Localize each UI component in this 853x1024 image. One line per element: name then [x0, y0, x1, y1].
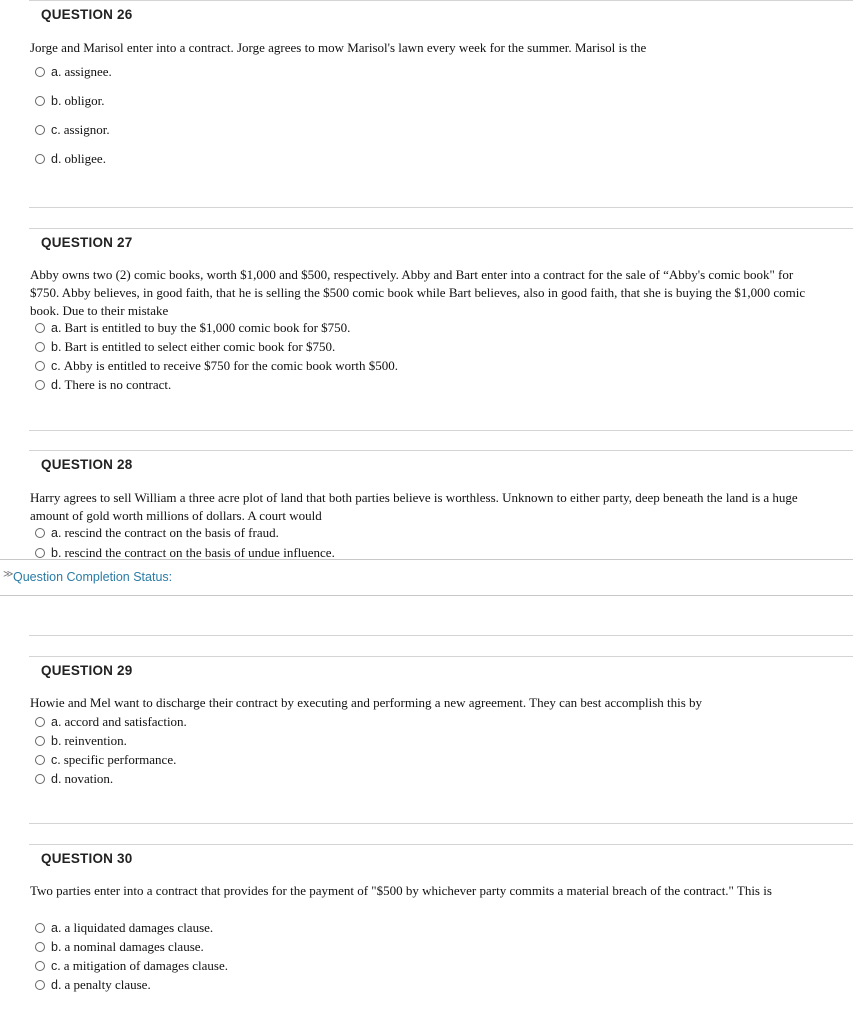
radio-button[interactable]: [35, 774, 45, 784]
option-a[interactable]: a. accord and satisfaction.: [35, 713, 187, 731]
question-text: Howie and Mel want to discharge their contract by executing and performing a new agreement. They can best accomplish this by: [30, 695, 703, 710]
question-completion-status-bar[interactable]: [0, 559, 853, 596]
radio-button[interactable]: [35, 961, 45, 971]
radio-button[interactable]: [35, 154, 45, 164]
divider: [29, 635, 853, 636]
option-a[interactable]: a. a liquidated damages clause.: [35, 919, 213, 937]
radio-button[interactable]: [35, 361, 45, 371]
radio-button[interactable]: [35, 342, 45, 352]
question-text: Harry agrees to sell William a three acre plot of land that both parties believe is worthless. Unknown to either party, deep beneath the land is a huge amount of gold worth millions of dollars. A court would: [30, 490, 798, 523]
radio-button[interactable]: [35, 323, 45, 333]
question-title: QUESTION 27: [41, 235, 133, 250]
question-title: QUESTION 30: [41, 851, 133, 866]
option-c[interactable]: c. assignor.: [35, 121, 110, 139]
option-a[interactable]: a. rescind the contract on the basis of fraud.: [35, 524, 279, 542]
divider: [29, 430, 853, 431]
option-d[interactable]: d. novation.: [35, 770, 113, 788]
radio-button[interactable]: [35, 96, 45, 106]
option-a[interactable]: a. assignee.: [35, 63, 112, 81]
radio-button[interactable]: [35, 717, 45, 727]
option-c[interactable]: c. Abby is entitled to receive $750 for the comic book worth $500.: [35, 357, 398, 375]
option-b[interactable]: b. reinvention.: [35, 732, 127, 750]
option-b[interactable]: b. Bart is entitled to select either comic book for $750.: [35, 338, 335, 356]
option-d[interactable]: d. There is no contract.: [35, 376, 171, 394]
chevron-down-icon[interactable]: ≫: [3, 569, 14, 580]
option-a[interactable]: a. Bart is entitled to buy the $1,000 comic book for $750.: [35, 319, 350, 337]
option-d[interactable]: d. obligee.: [35, 150, 106, 168]
radio-button[interactable]: [35, 942, 45, 952]
option-c[interactable]: c. specific performance.: [35, 751, 176, 769]
radio-button[interactable]: [35, 755, 45, 765]
question-28: [0, 450, 853, 559]
radio-button[interactable]: [35, 736, 45, 746]
radio-button[interactable]: [35, 923, 45, 933]
radio-button[interactable]: [35, 528, 45, 538]
divider: [29, 823, 853, 824]
question-text: Abby owns two (2) comic books, worth $1,000 and $500, respectively. Abby and Bart enter into a contract for the sale of “Abby's comic book" for $750. Abby believes, in good faith, that he is selling the $500 comic book while Bart believes, also in good faith, that she is buying the $1,000 comic book. Due to their mistake: [30, 267, 806, 318]
question-text: Jorge and Marisol enter into a contract. Jorge agrees to mow Marisol's lawn every week for the summer. Marisol is the: [30, 40, 647, 55]
question-text: Two parties enter into a contract that provides for the payment of "$500 by whichever party commits a material breach of the contract." This is: [30, 883, 772, 898]
radio-button[interactable]: [35, 380, 45, 390]
question-title: QUESTION 28: [41, 457, 133, 472]
option-c[interactable]: c. a mitigation of damages clause.: [35, 957, 228, 975]
question-title: QUESTION 29: [41, 663, 133, 678]
radio-button[interactable]: [35, 548, 45, 558]
option-d[interactable]: d. a penalty clause.: [35, 976, 151, 994]
radio-button[interactable]: [35, 125, 45, 135]
radio-button[interactable]: [35, 67, 45, 77]
option-b[interactable]: b. rescind the contract on the basis of undue influence.: [35, 544, 335, 559]
divider: [29, 207, 853, 208]
completion-status-label[interactable]: Question Completion Status:: [13, 570, 173, 584]
radio-button[interactable]: [35, 980, 45, 990]
option-b[interactable]: b. a nominal damages clause.: [35, 938, 204, 956]
question-title: QUESTION 26: [41, 7, 133, 22]
option-b[interactable]: b. obligor.: [35, 92, 105, 110]
